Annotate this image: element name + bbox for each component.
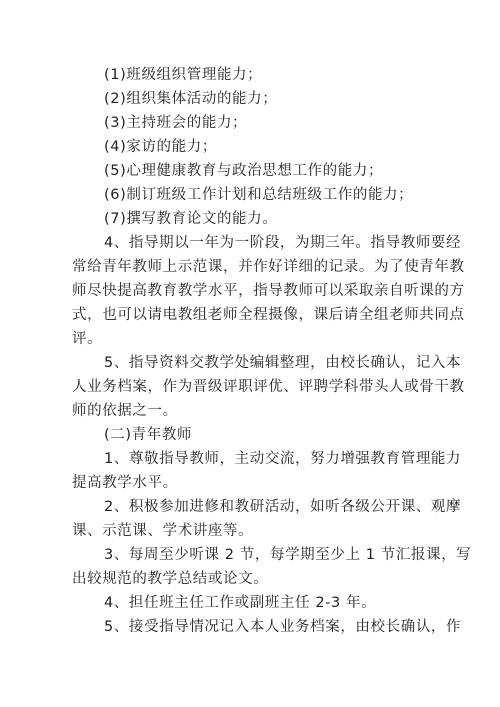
paragraph-line: 出较规范的教学总结或论文。 (72, 571, 269, 587)
paragraph-line: 常给青年教师上示范课，并作好详细的记录。为了使青年教 (72, 259, 465, 275)
ability-item: (7)撰写教育论文的能力。 (104, 211, 278, 227)
paragraph-line: 师的依据之一。 (72, 403, 178, 419)
ability-item: (5)心理健康教育与政治思想工作的能力； (104, 163, 384, 179)
paragraph-line: 5、指导资料交教学处编辑整理，由校长确认，记入本 (104, 355, 462, 371)
paragraph-line: 式，也可以请电教组老师全程摄像，课后请全组老师共同点 (72, 307, 465, 323)
section-heading: (二)青年教师 (104, 427, 193, 443)
paragraph-line: 2、积极参加进修和教研活动，如听各级公开课、观摩 (104, 499, 462, 515)
paragraph-line: 评。 (72, 331, 103, 347)
ability-item: (6)制订班级工作计划和总结班级工作的能力； (104, 187, 414, 203)
paragraph-line: 人业务档案，作为晋级评职评优、评聘学科带头人或骨干教 (72, 379, 465, 395)
paragraph-line: 4、指导期以一年为一阶段，为期三年。指导教师要经 (104, 235, 462, 251)
ability-item: (3)主持班会的能力； (104, 115, 248, 131)
ability-item: (1)班级组织管理能力； (104, 67, 263, 83)
paragraph-line: 提高教学水平。 (72, 475, 178, 491)
ability-item: (2)组织集体活动的能力； (104, 91, 278, 107)
paragraph-line: 3、每周至少听课 2 节，每学期至少上 1 节汇报课，写 (104, 547, 472, 563)
paragraph-line: 课、示范课、学术讲座等。 (72, 523, 254, 539)
paragraph-line: 5、接受指导情况记入本人业务档案，由校长确认，作 (104, 619, 462, 635)
ability-item: (4)家访的能力； (104, 139, 217, 155)
paragraph-line: 师尽快提高教育教学水平，指导教师可以采取亲自听课的方 (72, 283, 465, 299)
paragraph-line: 4、担任班主任工作或副班主任 2-3 年。 (104, 595, 377, 611)
paragraph-line: 1、尊敬指导教师，主动交流，努力增强教育管理能力 (104, 451, 462, 467)
